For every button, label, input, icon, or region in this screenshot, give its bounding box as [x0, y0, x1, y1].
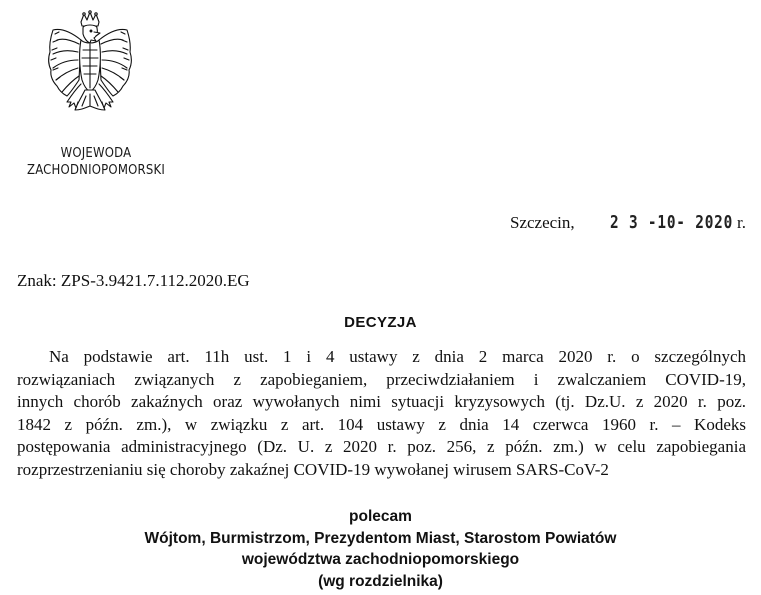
distribution-note: (wg rozdzielnika)	[318, 572, 443, 590]
paragraph-line: rozwiązaniach związanych z zapobieganiem, przeciwdziałaniem i zwalczaniem COVID-19,	[17, 369, 746, 389]
paragraph-line: 1842 z późn. zm.), w związku z art. 104 ustawy z dnia 14 czerwca 1960 r. – Kodeks	[17, 414, 746, 434]
order-verb: polecam	[349, 508, 412, 525]
issuing-authority	[10, 145, 182, 179]
authority-title: WOJEWODA	[60, 146, 132, 161]
authority-region: ZACHODNIOPOMORSKI	[27, 163, 165, 178]
addressee-list: Wójtom, Burmistrzom, Prezydentom Miast, Starostom Powiatów	[144, 529, 617, 547]
handwritten-date: 2 3 -10- 2020	[610, 212, 734, 233]
paragraph-line: innych chorób zakaźnych oraz wywołanych nimi sytuacji kryzysowych (tj. Dz.U. z 2020 r. poz.	[17, 392, 746, 411]
place-and-date	[510, 212, 750, 236]
place-name: Szczecin,	[510, 213, 575, 232]
document-title: DECYZJA	[344, 314, 417, 331]
reference-number: Znak: ZPS-3.9421.7.112.2020.EG	[17, 271, 250, 290]
paragraph-line: postępowania administracyjnego (Dz. U. z 2020 r. poz. 256, z późn. zm.) w celu zapobiegania	[17, 437, 746, 456]
addressee-region: województwa zachodniopomorskiego	[241, 551, 520, 568]
addressee-block	[0, 506, 761, 592]
date-suffix: r.	[737, 213, 746, 232]
paragraph-line: rozprzestrzenianiu się choroby zakaźnej COVID-19 wywołanej wirusem SARS-CoV-2	[17, 459, 609, 479]
paragraph-line: Na podstawie art. 11h ust. 1 i 4 ustawy z dnia 2 marca 2020 r. o szczególnych	[49, 347, 746, 366]
eagle-emblem-icon	[45, 10, 135, 128]
legal-basis-paragraph	[17, 346, 746, 481]
